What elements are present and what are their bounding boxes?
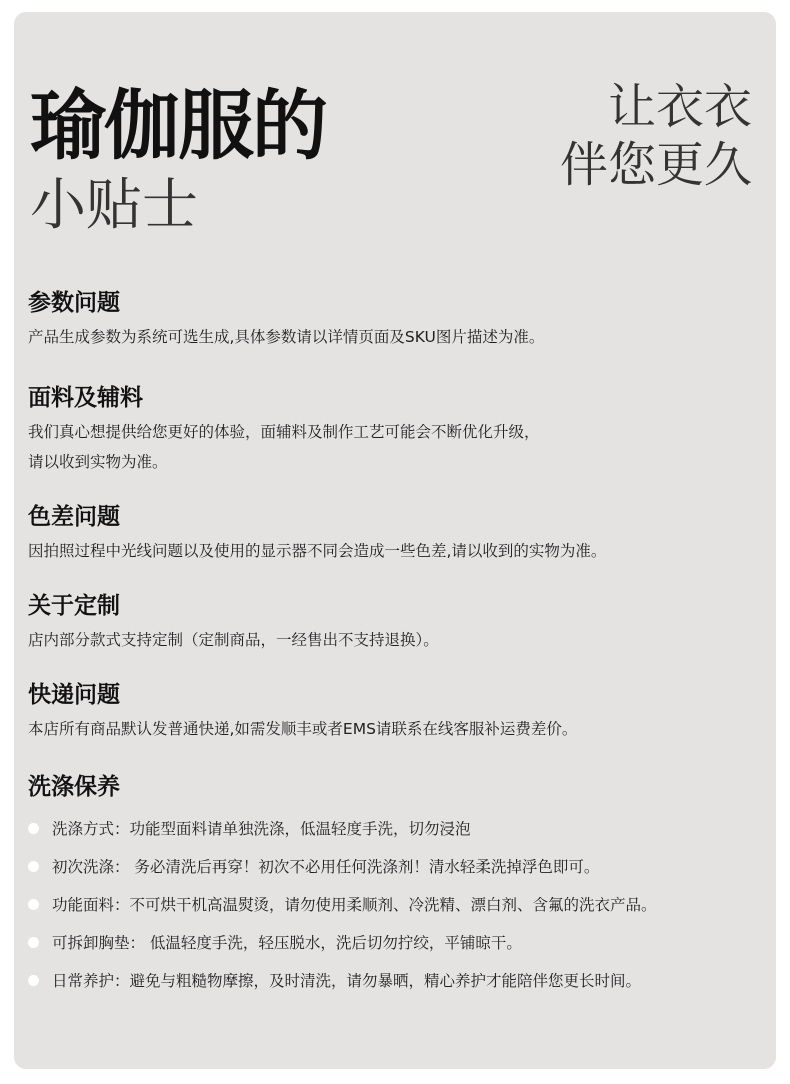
care-item-text: 洗涤方式：功能型面料请单独洗涤，低温轻度手洗，切勿浸泡 [52,820,471,838]
slogan [560,78,752,194]
section-customization [28,591,758,655]
section-parameters [28,288,758,352]
section-heading: 面料及辅料 [28,385,143,411]
list-item [28,924,758,962]
section-heading: 关于定制 [28,593,120,619]
section-care [28,772,758,1000]
care-item-text: 初次洗涤： 务必清洗后再穿！初次不必用任何洗涤剂！清水轻柔洗掉浮色即可。 [52,858,600,876]
list-item [28,886,758,924]
care-item-text: 功能面料：不可烘干机高温熨烫，请勿使用柔顺剂、冷洗精、漂白剂、含氟的洗衣产品。 [52,896,657,914]
care-list [28,810,758,1000]
section-heading: 洗涤保养 [28,774,120,800]
section-color-difference [28,502,758,566]
slogan-line-2: 伴您更久 [559,137,752,193]
section-fabric [28,383,758,477]
section-shipping [28,680,758,744]
section-text: 请以收到实物为准。 [28,453,168,471]
bullet-dot-icon [28,975,39,986]
section-text: 本店所有商品默认发普通快递,如需发顺丰或者EMS请联系在线客服补运费差价。 [28,720,578,738]
page-title: 瑜伽服的 [30,81,326,170]
section-text: 店内部分款式支持定制（定制商品，一经售出不支持退换）。 [28,631,439,649]
care-item-text: 日常养护：避免与粗糙物摩擦，及时清洗，请勿暴晒，精心养护才能陪伴您更长时间。 [52,972,642,990]
section-heading: 参数问题 [28,290,120,316]
care-item-text: 可拆卸胸垫： 低温轻度手洗，轻压脱水，洗后切勿拧绞，平铺晾干。 [52,934,522,952]
section-heading: 色差问题 [28,504,120,530]
slogan-line-1: 让衣衣 [607,79,752,135]
bullet-dot-icon [28,823,39,834]
section-text: 我们真心想提供给您更好的体验，面辅料及制作工艺可能会不断优化升级， [28,423,540,441]
tips-card [14,12,776,1069]
list-item [28,962,758,1000]
section-text: 产品生成参数为系统可选生成,具体参数请以详情页面及SKU图片描述为准。 [28,328,545,346]
section-text: 因拍照过程中光线问题以及使用的显示器不同会造成一些色差,请以收到的实物为准。 [28,542,607,560]
list-item [28,848,758,886]
bullet-dot-icon [28,937,39,948]
bullet-dot-icon [28,899,39,910]
section-heading: 快递问题 [28,682,120,708]
list-item [28,810,758,848]
bullet-dot-icon [28,861,39,872]
page-subtitle: 小贴士 [30,173,198,238]
